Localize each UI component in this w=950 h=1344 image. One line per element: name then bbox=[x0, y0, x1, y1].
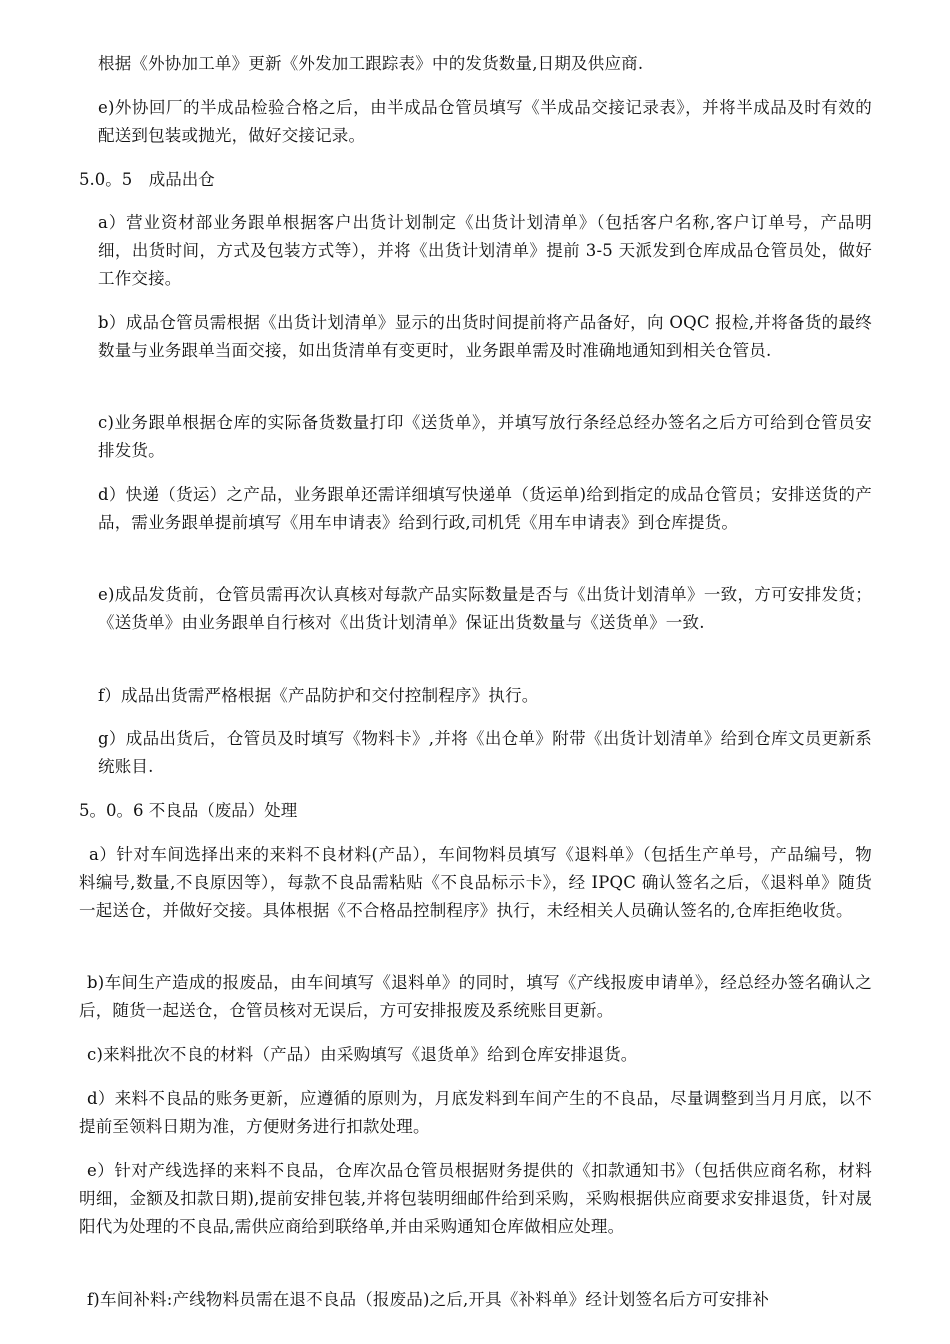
paragraph-accounting-update: d）来料不良品的账务更新，应遵循的原则为，月底发料到车间产生的不良品，尽量调整到当月月底，以不提前至领料日期为准，方便财务进行扣款处理。 bbox=[79, 1089, 872, 1136]
paragraph-delivery-note: c)业务跟单根据仓库的实际备货数量打印《送货单》，并填写放行条经总经办签名之后方可给到仓管员安排发货。 bbox=[98, 413, 872, 460]
paragraph-semi-finished-handover: e)外协回厂的半成品检验合格之后，由半成品仓管员填写《半成品交接记录表》，并将半成品及时有效的配送到包装或抛光，做好交接记录。 bbox=[98, 98, 872, 145]
paragraph-express-shipping: d）快递（货运）之产品，业务跟单还需详细填写快递单（货运单)给到指定的成品仓管员；安排送货的产品，需业务跟单提前填写《用车申请表》给到行政,司机凭《用车申请表》到仓库提货。 bbox=[98, 485, 872, 532]
paragraph-material-return: a）针对车间选择出来的来料不良材料(产品），车间物料员填写《退料单》（包括生产单号，产品编号，物料编号,数量,不良原因等），每款不良品需粘贴《不良品标示卡》，经 IPQC 确认签名之后，《退料单》随货一起送仓，并做好交接。具体根据《不合格品控制程序》执行，未经相关人员确认签名的,仓库拒绝收货。 bbox=[79, 845, 872, 920]
paragraph-outsourcing-tracking: 根据《外协加工单》更新《外发加工跟踪表》中的发货数量,日期及供应商. bbox=[98, 54, 644, 73]
paragraph-pre-shipment-check: e)成品发货前，仓管员需再次认真核对每款产品实际数量是否与《出货计划清单》一致，方可安排发货；《送货单》由业务跟单自行核对《出货计划清单》保证出货数量与《送货单》一致. bbox=[98, 585, 872, 632]
paragraph-stock-preparation: b）成品仓管员需根据《出货计划清单》显示的出货时间提前将产品备好，向 OQC 报检,并将备货的最终数量与业务跟单当面交接，如出货清单有变更时，业务跟单需及时准确地通知到相关仓管员. bbox=[98, 313, 872, 360]
section-heading-finished-goods-out: 5.0。5 成品出仓 bbox=[79, 170, 215, 189]
paragraph-batch-return: c)来料批次不良的材料（产品）由采购填写《退货单》给到仓库安排退货。 bbox=[87, 1045, 638, 1064]
paragraph-scrap-products: b)车间生产造成的报废品，由车间填写《退料单》的同时，填写《产线报废申请单》，经总经办签名确认之后，随货一起送仓，仓管员核对无误后，方可安排报废及系统账目更新。 bbox=[79, 973, 872, 1020]
paragraph-post-shipment-record: g）成品出货后，仓管员及时填写《物料卡》,并将《出仓单》附带《出货计划清单》给到仓库文员更新系统账目. bbox=[98, 729, 872, 776]
paragraph-workshop-replenishment: f)车间补料:产线物料员需在退不良品（报废品)之后,开具《补料单》经计划签名后方可安排补 bbox=[87, 1290, 770, 1309]
paragraph-supplier-deduction: e）针对产线选择的来料不良品，仓库次品仓管员根据财务提供的《扣款通知书》（包括供应商名称，材料明细，金额及扣款日期),提前安排包装,并将包装明细邮件给到采购，采购根据供应商要求安排退货，针对晟阳代为处理的不良品,需供应商给到联络单,并由采购通知仓库做相应处理。 bbox=[79, 1161, 872, 1236]
section-heading-defective-goods: 5。0。6 不良品（废品）处理 bbox=[79, 801, 298, 820]
paragraph-shipment-plan: a）营业资材部业务跟单根据客户出货计划制定《出货计划清单》（包括客户名称,客户订单号，产品明细，出货时间，方式及包装方式等），并将《出货计划清单》提前 3-5 天派发到仓库成品仓管员处，做好工作交接。 bbox=[98, 213, 872, 288]
paragraph-shipping-procedure: f）成品出货需严格根据《产品防护和交付控制程序》执行。 bbox=[98, 686, 539, 705]
